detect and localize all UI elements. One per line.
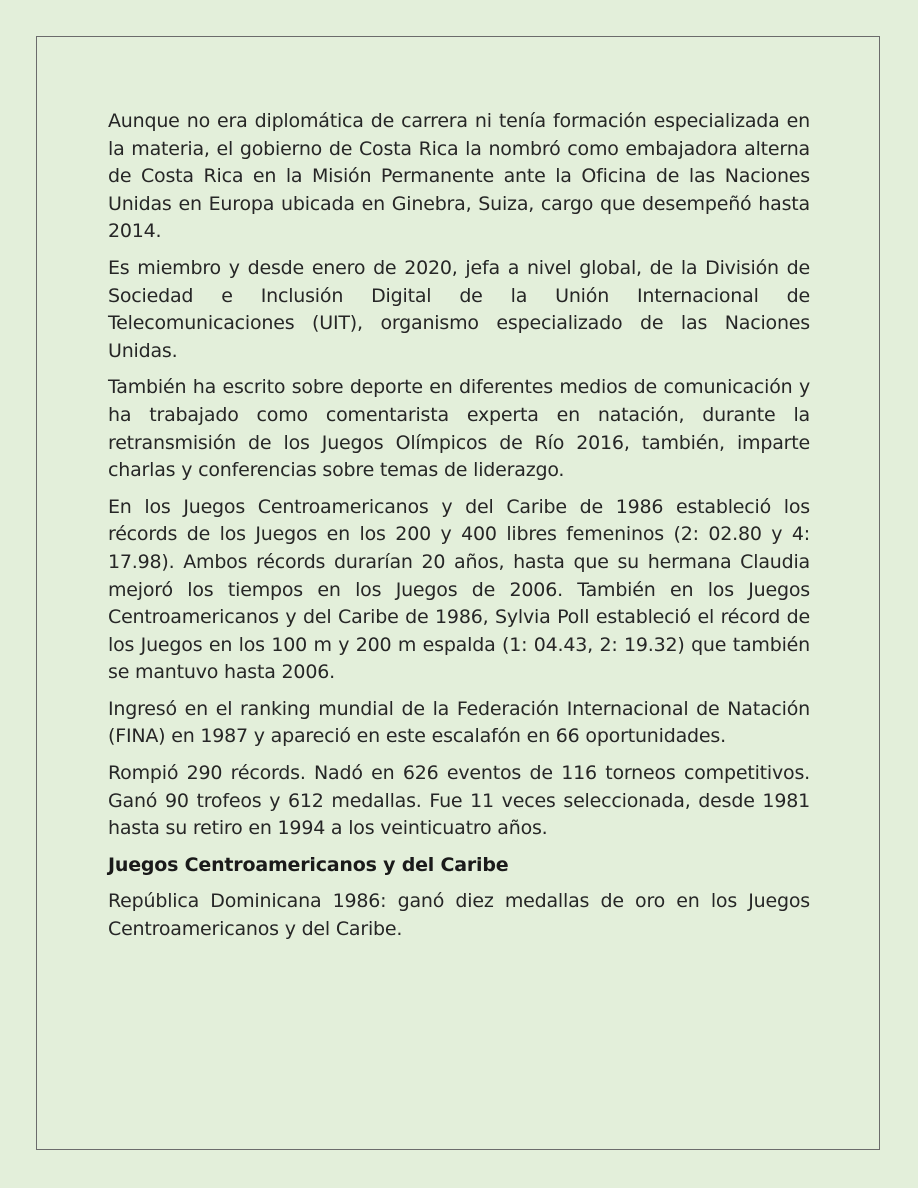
section-heading: Juegos Centroamericanos y del Caribe [108, 853, 509, 876]
paragraph-diplomatic-role: Aunque no era diplomática de carrera ni tenía formación especializada en la materia, el gobierno de Costa Rica la nombró como embajadora alterna de Costa Rica en la Misión Permanente ante la Oficina de las Naciones Unidas en Europa ubicada en Ginebra, Suiza, cargo que desempeñó hasta 2014. [108, 110, 810, 243]
paragraph-sports-commentary: También ha escrito sobre deporte en diferentes medios de comunicación y ha trabajado como comentarista experta en natación, durante la retransmisión de los Juegos Olímpicos de Río 2016, también, imparte charlas y conferencias sobre temas de liderazgo. [108, 376, 810, 482]
paragraph-career-stats: Rompió 290 récords. Nadó en 626 eventos de 116 torneos competitivos. Ganó 90 trofeos y 612 medallas. Fue 11 veces seleccionada, desde 1981 hasta su retiro en 1994 a los veinticuatro años. [108, 762, 810, 840]
paragraph-1986-records: En los Juegos Centroamericanos y del Caribe de 1986 estableció los récords de los Juegos en los 200 y 400 libres femeninos (2: 02.80 y 4: 17.98). Ambos récords durarían 20 años, hasta que su hermana Claudia mejoró los tiempos en los Juegos de 2006. También en los Juegos Centroamericanos y del Caribe de 1986, Sylvia Poll estableció el récord de los Juegos en los 100 m y 200 m espalda (1: 04.43, 2: 19.32) que también se mantuvo hasta 2006. [108, 495, 810, 684]
paragraph-dominican-republic-1986: República Dominicana 1986: ganó diez medallas de oro en los Juegos Centroamericanos y del Caribe. [108, 890, 810, 941]
document-body [108, 108, 810, 953]
paragraph-fina-ranking: Ingresó en el ranking mundial de la Federación Internacional de Natación (FINA) en 1987 y apareció en este escalafón en 66 oportunidades. [108, 697, 810, 748]
paragraph-itu-role: Es miembro y desde enero de 2020, jefa a nivel global, de la División de Sociedad e Inclusión Digital de la Unión Internacional de Telecomunicaciones (UIT), organismo especializado de las Naciones Unidas. [108, 256, 810, 362]
